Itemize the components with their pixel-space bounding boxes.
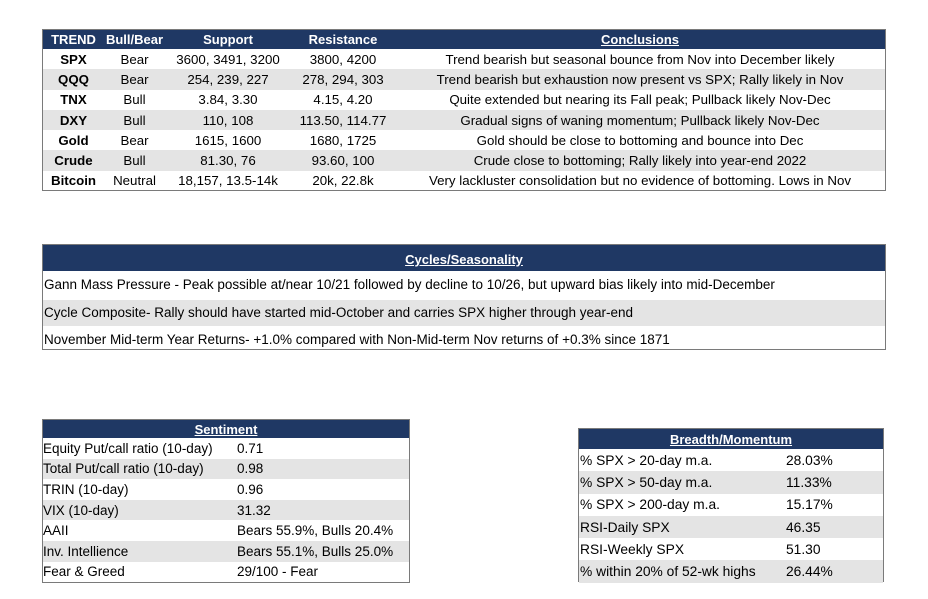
sentiment-label: VIX (10-day) bbox=[43, 500, 237, 521]
header-bull-bear: Bull/Bear bbox=[105, 32, 164, 47]
breadth-value: 46.35 bbox=[786, 516, 883, 538]
resistance: 3800, 4200 bbox=[309, 51, 377, 67]
sentiment-label: AAII bbox=[43, 523, 69, 539]
cycles-seasonality-panel bbox=[42, 244, 886, 350]
sentiment-label: Inv. Intellience bbox=[43, 541, 237, 562]
breadth-value: 51.30 bbox=[786, 541, 821, 557]
breadth-row bbox=[579, 471, 883, 493]
header-trend: TREND bbox=[43, 30, 104, 49]
ticker: Gold bbox=[58, 132, 89, 148]
header-support: Support bbox=[165, 30, 291, 49]
resistance: 113.50, 114.77 bbox=[291, 110, 395, 130]
trend-table bbox=[42, 29, 886, 191]
table-row bbox=[43, 69, 885, 89]
cycles-title: Cycles/Seasonality bbox=[43, 245, 885, 271]
sentiment-value: 29/100 - Fear bbox=[237, 564, 319, 580]
sentiment-row bbox=[43, 459, 409, 480]
ticker: Crude bbox=[43, 150, 104, 170]
bull-bear: Neutral bbox=[113, 173, 156, 189]
support: 110, 108 bbox=[165, 110, 291, 130]
conclusion: Trend bearish but seasonal bounce from Nov into December likely bbox=[445, 51, 835, 67]
sentiment-value: Bears 55.9%, Bulls 20.4% bbox=[237, 523, 394, 539]
sentiment-label: Fear & Greed bbox=[43, 564, 125, 580]
sentiment-value: 31.32 bbox=[237, 500, 409, 521]
conclusion: Quite extended but nearing its Fall peak; Pullback likely Nov-Dec bbox=[449, 92, 831, 108]
conclusion: Gold should be close to bottoming and bounce into Dec bbox=[476, 132, 804, 148]
ticker: Bitcoin bbox=[50, 173, 97, 189]
ticker: SPX bbox=[60, 51, 87, 67]
resistance: 20k, 22.8k bbox=[312, 173, 374, 189]
cycles-row: November Mid-term Year Returns- +1.0% compared with Non-Mid-term Nov returns of +0.3% since 1871 bbox=[43, 326, 885, 354]
support: 1615, 1600 bbox=[194, 132, 262, 148]
sentiment-row bbox=[43, 479, 409, 500]
breadth-value: 26.44% bbox=[786, 560, 883, 582]
breadth-row bbox=[579, 516, 883, 538]
ticker: QQQ bbox=[43, 69, 104, 89]
sentiment-value: 0.96 bbox=[237, 481, 264, 497]
bull-bear: Bull bbox=[123, 92, 146, 108]
conclusion: Gradual signs of waning momentum; Pullback likely Nov-Dec bbox=[395, 110, 885, 130]
bull-bear: Bear bbox=[120, 51, 149, 67]
bull-bear: Bull bbox=[104, 150, 165, 170]
sentiment-row bbox=[43, 500, 409, 521]
sentiment-label: Equity Put/call ratio (10-day) bbox=[43, 440, 213, 456]
support: 18,157, 13.5-14k bbox=[178, 173, 278, 189]
table-row bbox=[43, 171, 885, 191]
support: 254, 239, 227 bbox=[165, 69, 291, 89]
breadth-label: RSI-Daily SPX bbox=[579, 516, 786, 538]
table-row bbox=[43, 90, 885, 110]
breadth-row bbox=[579, 449, 883, 471]
breadth-label: % within 20% of 52-wk highs bbox=[579, 560, 786, 582]
sentiment-panel bbox=[42, 419, 410, 583]
bull-bear: Bear bbox=[104, 69, 165, 89]
support: 81.30, 76 bbox=[165, 150, 291, 170]
breadth-momentum-panel bbox=[578, 428, 884, 582]
table-row bbox=[43, 110, 885, 130]
conclusion: Crude close to bottoming; Rally likely into year-end 2022 bbox=[395, 150, 885, 170]
trend-header-row bbox=[43, 30, 885, 49]
breadth-label: % SPX > 50-day m.a. bbox=[579, 471, 786, 493]
bull-bear: Bear bbox=[120, 132, 149, 148]
breadth-title: Breadth/Momentum bbox=[579, 429, 883, 449]
ticker: DXY bbox=[43, 110, 104, 130]
breadth-label: RSI-Weekly SPX bbox=[580, 541, 685, 557]
ticker: TNX bbox=[60, 92, 87, 108]
sentiment-row bbox=[43, 438, 409, 459]
breadth-label: % SPX > 200-day m.a. bbox=[580, 497, 720, 513]
table-row bbox=[43, 49, 885, 69]
sentiment-value: 0.98 bbox=[237, 459, 409, 480]
resistance: 278, 294, 303 bbox=[291, 69, 395, 89]
sentiment-title: Sentiment bbox=[43, 420, 409, 438]
support: 3.84, 3.30 bbox=[198, 92, 258, 108]
table-row bbox=[43, 150, 885, 170]
sentiment-label: Total Put/call ratio (10-day) bbox=[43, 459, 237, 480]
breadth-label: % SPX > 20-day m.a. bbox=[580, 452, 713, 468]
sentiment-value: 0.71 bbox=[237, 440, 264, 456]
sentiment-label: TRIN (10-day) bbox=[43, 481, 129, 497]
table-row bbox=[43, 130, 885, 150]
breadth-value: 28.03% bbox=[786, 452, 833, 468]
breadth-row bbox=[579, 560, 883, 582]
header-conclusions: Conclusions bbox=[395, 30, 885, 49]
sentiment-row bbox=[43, 562, 409, 583]
breadth-row bbox=[579, 494, 883, 516]
sentiment-value: Bears 55.1%, Bulls 25.0% bbox=[237, 541, 409, 562]
sentiment-row bbox=[43, 541, 409, 562]
conclusion: Trend bearish but exhaustion now present vs SPX; Rally likely in Nov bbox=[395, 69, 885, 89]
breadth-value: 11.33% bbox=[786, 471, 883, 493]
bull-bear: Bull bbox=[104, 110, 165, 130]
conclusion: Very lackluster consolidation but no evidence of bottoming. Lows in Nov bbox=[428, 173, 852, 189]
resistance: 1680, 1725 bbox=[309, 132, 377, 148]
cycles-row: Cycle Composite- Rally should have started mid-October and carries SPX higher through year-end bbox=[43, 299, 885, 327]
resistance: 4.15, 4.20 bbox=[313, 92, 373, 108]
header-resistance: Resistance bbox=[291, 30, 395, 49]
resistance: 93.60, 100 bbox=[291, 150, 395, 170]
cycles-row: Gann Mass Pressure - Peak possible at/near 10/21 followed by decline to 10/26, but upward bias likely into mid-December bbox=[43, 271, 885, 299]
sentiment-row bbox=[43, 520, 409, 541]
support: 3600, 3491, 3200 bbox=[176, 51, 280, 67]
breadth-value: 15.17% bbox=[786, 497, 833, 513]
breadth-row bbox=[579, 538, 883, 560]
